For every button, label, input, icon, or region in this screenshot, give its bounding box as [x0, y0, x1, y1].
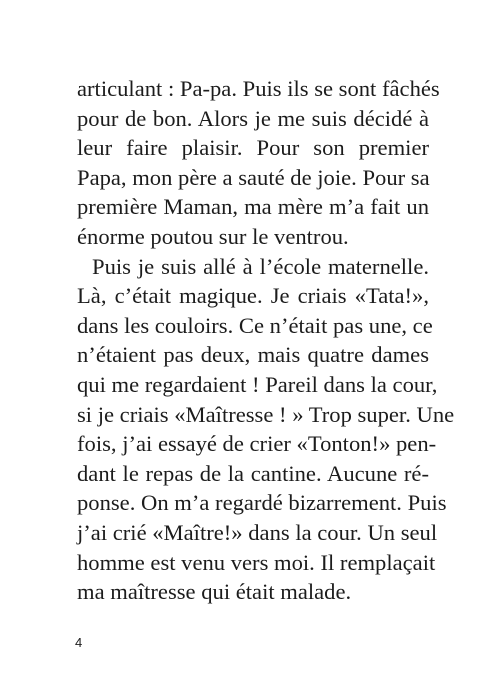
text-line: n’étaient pas deux, mais quatre dames: [77, 342, 429, 368]
text-line: j’ai crié «Maître!» dans la cour. Un seul: [77, 519, 438, 545]
text-line: ponse. On m’a regardé bizarrement. Puis: [77, 490, 447, 516]
text-line: ma maîtresse qui était malade.: [77, 579, 352, 605]
text-line: si je criais «Maîtresse ! » Trop super. Une: [77, 401, 455, 427]
page-number: 4: [75, 635, 83, 650]
text-line: Puis je suis allé à l’école maternelle.: [92, 253, 429, 279]
text-line: première Maman, ma mère m’a fait un: [77, 194, 429, 220]
text-line: homme est venu vers moi. Il remplaçait: [77, 549, 436, 575]
text-line: pour de bon. Alors je me suis décidé à: [77, 105, 429, 131]
text-line: énorme poutou sur le ventrou.: [77, 223, 349, 249]
text-line: articulant : Pa-pa. Puis ils se sont fâchés: [77, 76, 440, 101]
text-line: fois, j’ai essayé de crier «Tonton!» pen-: [77, 431, 437, 457]
text-line: dans les couloirs. Ce n’était pas une, ce: [77, 312, 433, 338]
text-line: Papa, mon père a sauté de joie. Pour sa: [77, 164, 430, 190]
text-line: leur faire plaisir. Pour son premier: [77, 135, 429, 161]
text-line: Là, c’était magique. Je criais «Tata!»,: [77, 283, 429, 309]
body-text: [77, 74, 455, 607]
text-line: qui me regardaient ! Pareil dans la cour,: [77, 371, 438, 397]
text-line: dant le repas de la cantine. Aucune ré-: [77, 460, 429, 486]
